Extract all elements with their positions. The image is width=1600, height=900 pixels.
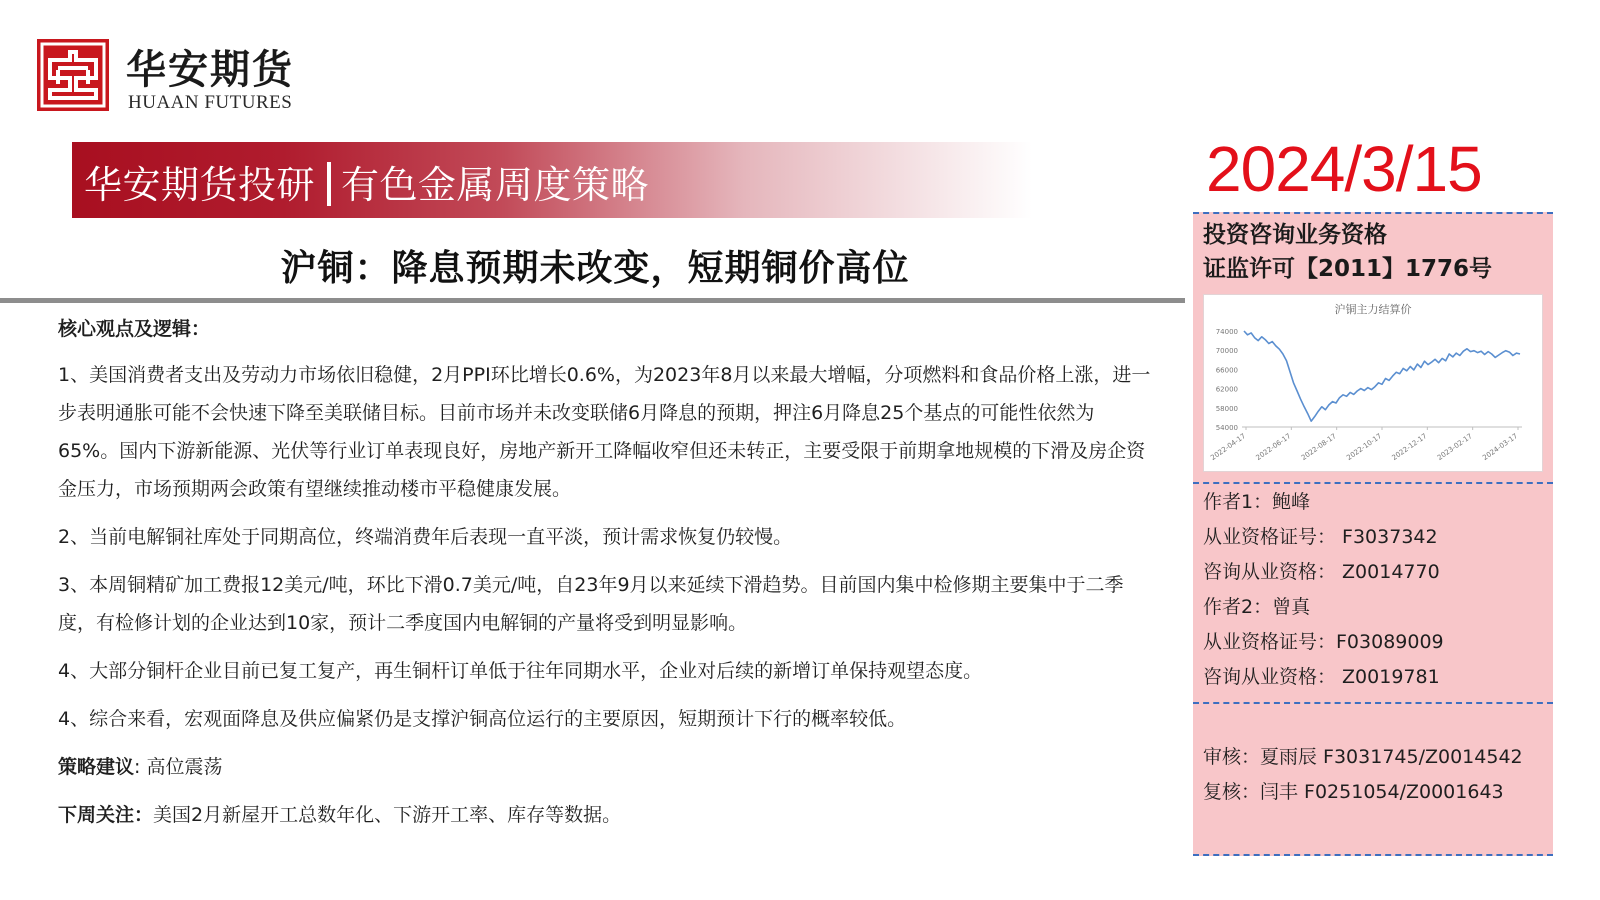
license-line-1: 投资咨询业务资格 [1203,222,1387,248]
point-3: 3、本周铜精矿加工费报12美元/吨，环比下滑0.7美元/吨，自23年9月以来延续下滑趋势。目前国内集中检修期主要集中于二季度，有检修计划的企业达到10家，预计二季度国内电解铜的产量将受到明显影响。 [58,574,1124,634]
focus-label: 下周关注： [58,804,154,826]
report-title: 沪铜：降息预期未改变，短期铜价高位 [280,248,910,289]
fretwork-logo-icon [36,38,110,112]
point-2: 2、当前电解铜社库处于同期高位，终端消费年后表现一直平淡，预计需求恢复仍较慢。 [58,526,793,548]
focus-line [58,796,1153,834]
rechecker: 复核：闫丰 F0251054/Z0001643 [1203,781,1504,803]
banner-org: 华安期货投研 [84,163,316,207]
brand-name-en: HUAAN FUTURES [128,92,293,113]
banner-divider [327,162,331,206]
price-chart [1203,294,1543,472]
license-info [1203,218,1492,286]
company-logo [36,38,332,114]
strategy-value: 高位震荡 [146,756,223,778]
x-tick-label: 2024-03-17 [1481,432,1520,462]
y-tick-label: 54000 [1215,424,1238,432]
y-tick-label: 62000 [1215,385,1238,394]
strategy-label: 策略建议 [58,756,135,778]
point-5: 4、综合来看，宏观面降息及供应偏紧仍是支撑沪铜高位运行的主要原因，短期预计下行的概率较低。 [58,708,907,730]
x-tick-label: 2022-10-17 [1345,432,1384,462]
brand-name-cn: 华安期货 [126,46,294,93]
strategy-colon: : [134,756,141,778]
info-sidebar [1193,212,1553,856]
chart-title: 沪铜主力结算价 [1334,303,1412,316]
focus-value: 美国2月新屋开工总数年化、下游开工率、库存等数据。 [153,804,622,826]
main-content [58,310,1153,844]
title-divider [0,298,1185,303]
author-1-consult: 咨询从业资格： Z0014770 [1203,561,1440,583]
price-chart-svg [1204,295,1542,471]
point-1: 1、美国消费者支出及劳动力市场依旧稳健，2月PPI环比增长0.6%，为2023年8月以来最大增幅，分项燃料和食品价格上涨，进一步表明通胀可能不会快速下降至美联储目标。目前市场并未改变联储6月降息的预期，押注6月降息25个基点的可能性依然为65%。国内下游新能源、光伏等行业订单表现良好，房地产新开工降幅收窄但还未转正，主要受限于前期拿地规模的下滑及房企资金压力，市场预期两会政策有望继续推动楼市平稳健康发展。 [58,364,1151,500]
y-tick-label: 74000 [1215,328,1238,336]
author-2: 作者2：曾真 [1203,596,1311,618]
y-tick-label: 70000 [1215,347,1238,356]
reviewer: 审核：夏雨辰 F3031745/Z0014542 [1203,746,1523,768]
banner-text [84,154,649,209]
y-tick-label: 66000 [1215,366,1238,375]
divider-2 [1193,702,1553,704]
x-tick-label: 2022-06-17 [1254,432,1293,462]
author-1: 作者1：鲍峰 [1203,491,1311,513]
author-2-cert: 从业资格证号：F03089009 [1203,631,1444,653]
divider-1 [1193,482,1553,484]
x-tick-label: 2022-08-17 [1299,432,1338,462]
x-tick-label: 2022-12-17 [1390,432,1429,462]
x-tick-label: 2023-02-17 [1435,432,1474,462]
author-2-consult: 咨询从业资格： Z0019781 [1203,666,1440,688]
x-tick-label: 2022-04-17 [1209,432,1248,462]
author-1-cert: 从业资格证号： F3037342 [1203,526,1438,548]
license-line-2: 证监许可【2011】1776号 [1203,256,1493,282]
section-heading: 核心观点及逻辑： [58,318,211,340]
price-series-line [1244,331,1520,421]
y-tick-label: 58000 [1215,404,1238,413]
point-4: 4、大部分铜杆企业目前已复工复产，再生铜杆订单低于往年同期水平，企业对后续的新增订单保持观望态度。 [58,660,983,682]
title-banner [72,142,1032,218]
banner-category: 有色金属周度策略 [341,163,650,207]
report-date: 2024/3/15 [1206,133,1482,205]
strategy-line [58,748,1153,786]
